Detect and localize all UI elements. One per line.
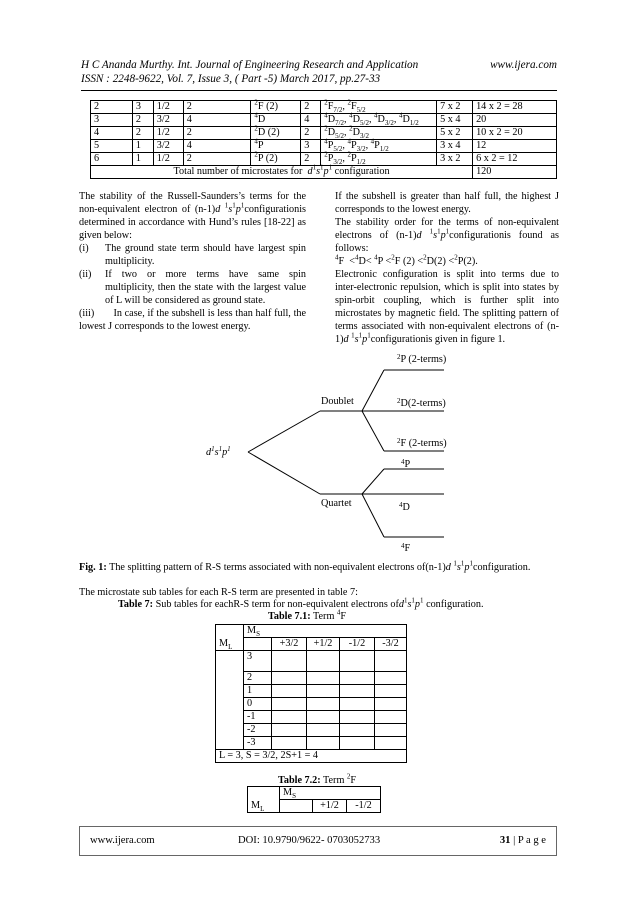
- stability-order: $^4$F <$^4$D< $^4$P <$^2$F (2) <$^2$D(2) <$^2$P(2).: [335, 253, 478, 267]
- table-row: 1: [216, 685, 407, 698]
- term-4d-label: $^4$D: [399, 501, 410, 513]
- table-row: 3: [216, 651, 407, 672]
- states-cell: $^2D_{5/2}$, $^2D_{3/2}$: [321, 127, 437, 140]
- branch-line: [248, 411, 320, 452]
- table-row: -1: [216, 711, 407, 724]
- term-2f-label: $^2$F (2-terms): [397, 437, 447, 449]
- table-7-1: [215, 624, 407, 763]
- branch-line: [362, 494, 384, 537]
- paragraph: If the subshell is greater than half full, the highest J corresponds to the lowest energy.: [335, 191, 559, 215]
- table-7-2: [247, 786, 381, 813]
- journal-citation: H C Ananda Murthy. Int. Journal of Engineering Research and Application: [81, 59, 419, 71]
- table-row: 5 1 3/2 4 $^4$P 3 $^4P_{5/2}$, $^4P_{3/2}$, $^4P_{1/2}$ 3 x 4 12: [91, 140, 557, 153]
- table-footer-row: [216, 750, 407, 763]
- term-4f-label: $^4$F: [401, 542, 411, 554]
- total-label: Total number of microstates for $d^1s^1p^1$ configuration: [91, 166, 473, 179]
- states-cell: $^4D_{7/2}$, $^4D_{5/2}$, $^4D_{3/2}$, $^4D_{1/2}$: [321, 114, 437, 127]
- branch-line: [248, 452, 320, 494]
- ml-header: $M_L$: [248, 800, 280, 813]
- table-row: [216, 625, 407, 638]
- paragraph: The stability order for the terms of non-equivalent electrons of (n-1)d $^1s^1p^1configurationis$ found as follows:: [335, 217, 560, 254]
- branch-line: [362, 411, 384, 451]
- term-cell: $^2$P (2): [251, 153, 301, 166]
- term-2p-label: $^2$P (2-terms): [397, 353, 447, 365]
- states-cell: $^2F_{7/2}$, $^2F_{5/2}$: [321, 101, 437, 114]
- states-cell: $^2P_{3/2}$, $^2P_{1/2}$: [321, 153, 437, 166]
- quartet-label: Quartet: [321, 498, 352, 509]
- table-row: 3 2 3/2 4 $^4$D 4 $^4D_{7/2}$, $^4D_{5/2}$, $^4D_{3/2}$, $^4D_{1/2}$ 5 x 4 20: [91, 114, 557, 127]
- ms-header: $M_S$: [244, 625, 407, 638]
- table-row: -2: [216, 724, 407, 737]
- states-cell: $^4P_{5/2}$, $^4P_{3/2}$, $^4P_{1/2}$: [321, 140, 437, 153]
- figure-caption: Fig. 1: The splitting pattern of R-S terms associated with non-equivalent electrons of(n-1)d $^1s^1p^1configuration$.: [79, 559, 531, 573]
- total-value: 120: [473, 166, 557, 179]
- term-cell: $^2$D (2): [251, 127, 301, 140]
- quantum-numbers: L = 3, S = 3/2, 2S+1 = 4: [216, 750, 407, 763]
- term-2d-label: $^2$D(2-terms): [397, 397, 446, 409]
- table-row: 2: [216, 672, 407, 685]
- doublet-label: Doublet: [321, 396, 354, 407]
- table-row: [248, 787, 381, 800]
- list-item: (iii) In case, if the subshell is less than half full, the lowest J corresponds to the lowest energy.: [79, 308, 307, 332]
- table-row: -3: [216, 737, 407, 750]
- journal-website: www.ijera.com: [490, 59, 557, 71]
- table72-caption: Table 7.2: Term $^2$F: [278, 772, 357, 786]
- table-row: $M_L$ +3/2 +1/2 -1/2 -3/2: [216, 638, 407, 651]
- paragraph: The microstate sub tables for each R-S term are presented in table 7:: [79, 587, 358, 598]
- root-config-label: $d^1s^1p^1$: [206, 445, 231, 458]
- table-row: $M_L$ +1/2 -1/2: [248, 800, 381, 813]
- term-4p-label: $^4$P: [401, 458, 411, 470]
- paragraph: Electronic configuration is split into terms due to inter-electronic repulsion, which is split into states by spin-orbit coupling, which is further split into microstates by magnetic field. The splitting pattern of terms associated with non-equivalent electrons of (n-1)d $^1s^1p^1configurationis$ given in figure 1.: [335, 269, 559, 345]
- list-item: (ii) If two or more terms have same spin multiplicity, then the state with the largest value of L will be considered as ground state.: [79, 269, 306, 306]
- term-cell: $^4$P: [251, 140, 301, 153]
- ml-header: $M_L$: [216, 638, 244, 651]
- table-row: 6 1 1/2 2 $^2$P (2) 2 $^2P_{3/2}$, $^2P_{1/2}$ 3 x 2 6 x 2 = 12: [91, 153, 557, 166]
- table-row: 4 2 1/2 2 $^2$D (2) 2 $^2D_{5/2}$, $^2D_{3/2}$ 5 x 2 10 x 2 = 20: [91, 127, 557, 140]
- term-cell: $^2$F (2): [251, 101, 301, 114]
- ms-header: $M_S$: [280, 787, 381, 800]
- page-footer: [79, 826, 557, 856]
- table71-caption: Table 7.1: Term $^4$F: [268, 608, 347, 622]
- table-row: 0: [216, 698, 407, 711]
- page-number: 31 | P a g e: [499, 835, 546, 846]
- hund-intro: The stability of the Russell-Saunders’s terms for the non-equivalent electron of (n-1)d $^1s^1p^1configurationis$ determined in accordance with Hund’s rules [18-22] as given below:: [79, 191, 307, 241]
- branch-line: [362, 469, 384, 494]
- list-item: (i) The ground state term should have largest spin multiplicity.: [79, 243, 306, 267]
- table7-caption: Table 7: Sub tables for eachR-S term for non-equivalent electrons $ofd^1s^1p^1$ configuration.: [118, 596, 484, 610]
- footer-site: www.ijera.com: [90, 835, 155, 846]
- footer-doi: DOI: 10.9790/9622- 0703052733: [238, 835, 381, 846]
- issn-line: ISSN : 2248-9622, Vol. 7, Issue 3, ( Part -5) March 2017, pp.27-33: [81, 73, 381, 86]
- term-cell: $^4$D: [251, 114, 301, 127]
- branch-line: [362, 370, 384, 411]
- table-row: 2 3 1/2 2 $^2$F (2) 2 $^2F_{7/2}$, $^2F_{5/2}$ 7 x 2 14 x 2 = 28: [91, 101, 557, 114]
